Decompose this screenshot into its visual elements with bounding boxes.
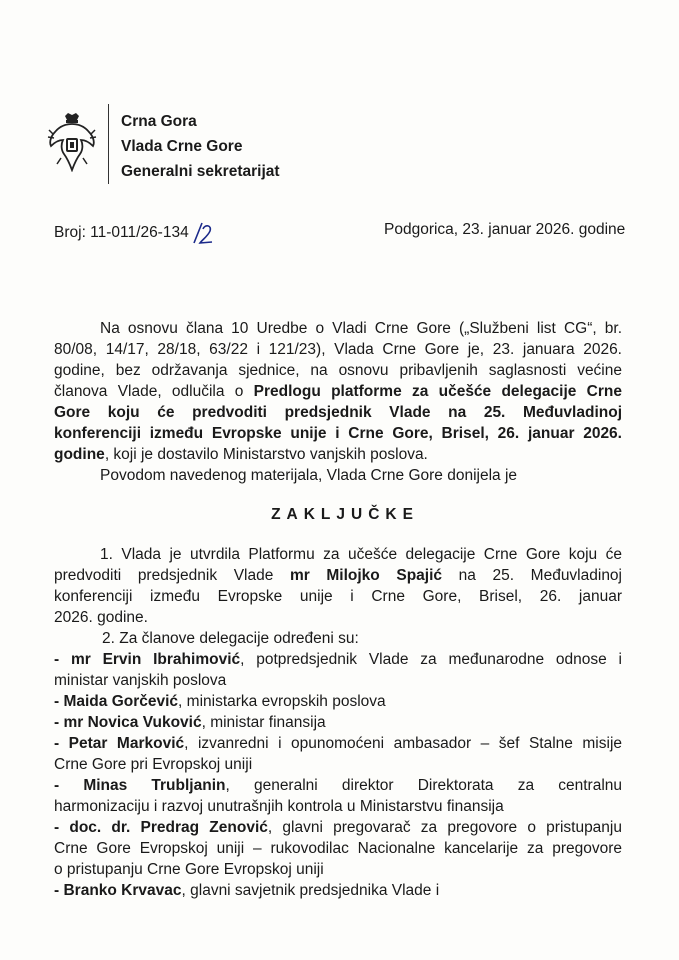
government-name: Vlada Crne Gore	[121, 138, 243, 155]
document-header	[121, 109, 280, 184]
delegate-6-role-cont: o pristupanju Crne Gore Evropskoj uniji	[54, 861, 324, 878]
intro-line-4: članova Vlade, odlučila o Predlogu platforme za učešće delegacije Crne	[54, 383, 622, 400]
intro-line-6: konferenciji između Evropske unije i Crne Gore, Brisel, 26. januar 2026.	[54, 425, 622, 442]
intro-line-1: Na osnovu člana 10 Uredbe o Vladi Crne Gore („Službeni list CG“, br.	[100, 320, 622, 337]
coat-of-arms-emblem	[47, 112, 97, 172]
conclusion-2-intro: 2. Za članove delegacije određeni su:	[102, 630, 359, 647]
intro-line-5: Gore koju će predvoditi predsjednik Vlade na 25. Međuvladinoj	[54, 404, 622, 421]
intro-line-3: godine, bez održavanja sjednice, na osnovu pribavljenih saglasnosti većine	[54, 362, 622, 379]
delegate-6: - doc. dr. Predrag Zenović, glavni pregovarač za pregovore o pristupanju	[54, 819, 622, 836]
conclusion-1-line-3: konferenciji između Evropske unije i Crne Gore, Brisel, 26. januar	[54, 588, 622, 605]
country-name: Crna Gora	[121, 113, 197, 130]
delegate-6-role: Crne Gore Evropskoj uniji – rukovodilac Nacionalne kancelarije za pregovore	[54, 840, 622, 857]
reference-label: Broj: 11-011/26-134	[54, 224, 189, 241]
delegate-4: - Petar Marković, izvanredni i opunomoćeni ambasador – šef Stalne misije	[54, 735, 623, 752]
intro-line-8: Povodom navedenog materijala, Vlada Crne Gore donijela je	[100, 467, 518, 484]
delegate-2: - Maida Gorčević, ministarka evropskih poslova	[54, 693, 386, 710]
handwritten-suffix	[190, 221, 214, 245]
conclusion-1-line-1: 1. Vlada je utvrdila Platformu za učešće delegacije Crne Gore koju će	[100, 546, 622, 563]
conclusion-1-line-2: predvoditi predsjednik Vlade mr Milojko Spajić na 25. Međuvladinoj	[54, 567, 622, 584]
place-and-date: Podgorica, 23. januar 2026. godine	[384, 221, 626, 238]
document-body	[54, 318, 622, 901]
reference-number	[54, 221, 214, 245]
delegate-7: - Branko Krvavac, glavni savjetnik predsjednika Vlade i	[54, 882, 440, 899]
delegate-3: - mr Novica Vuković, ministar finansija	[54, 714, 326, 731]
delegate-4-role: Crne Gore pri Evropskoj uniji	[54, 756, 253, 773]
conclusion-1-line-4: 2026. godine.	[54, 609, 148, 626]
delegate-1: - mr Ervin Ibrahimović, potpredsjednik Vlade za međunarodne odnose i	[54, 651, 622, 668]
delegate-1-role: ministar vanjskih poslova	[54, 672, 227, 689]
delegate-5: - Minas Trubljanin, generalni direktor Direktorata za centralnu	[54, 777, 623, 794]
header-divider	[108, 104, 109, 184]
delegate-5-role: harmonizaciju i razvoj unutrašnjih kontrola u Ministarstvu finansija	[54, 798, 504, 815]
office-name: Generalni sekretarijat	[121, 163, 280, 180]
intro-line-2: 80/08, 14/17, 28/18, 63/22 i 121/23), Vlada Crne Gore je, 23. januara 2026.	[54, 341, 622, 358]
intro-line-7: godine, koji je dostavilo Ministarstvo vanjskih poslova.	[54, 446, 428, 463]
section-heading: ZAKLJUČKE	[271, 506, 419, 523]
